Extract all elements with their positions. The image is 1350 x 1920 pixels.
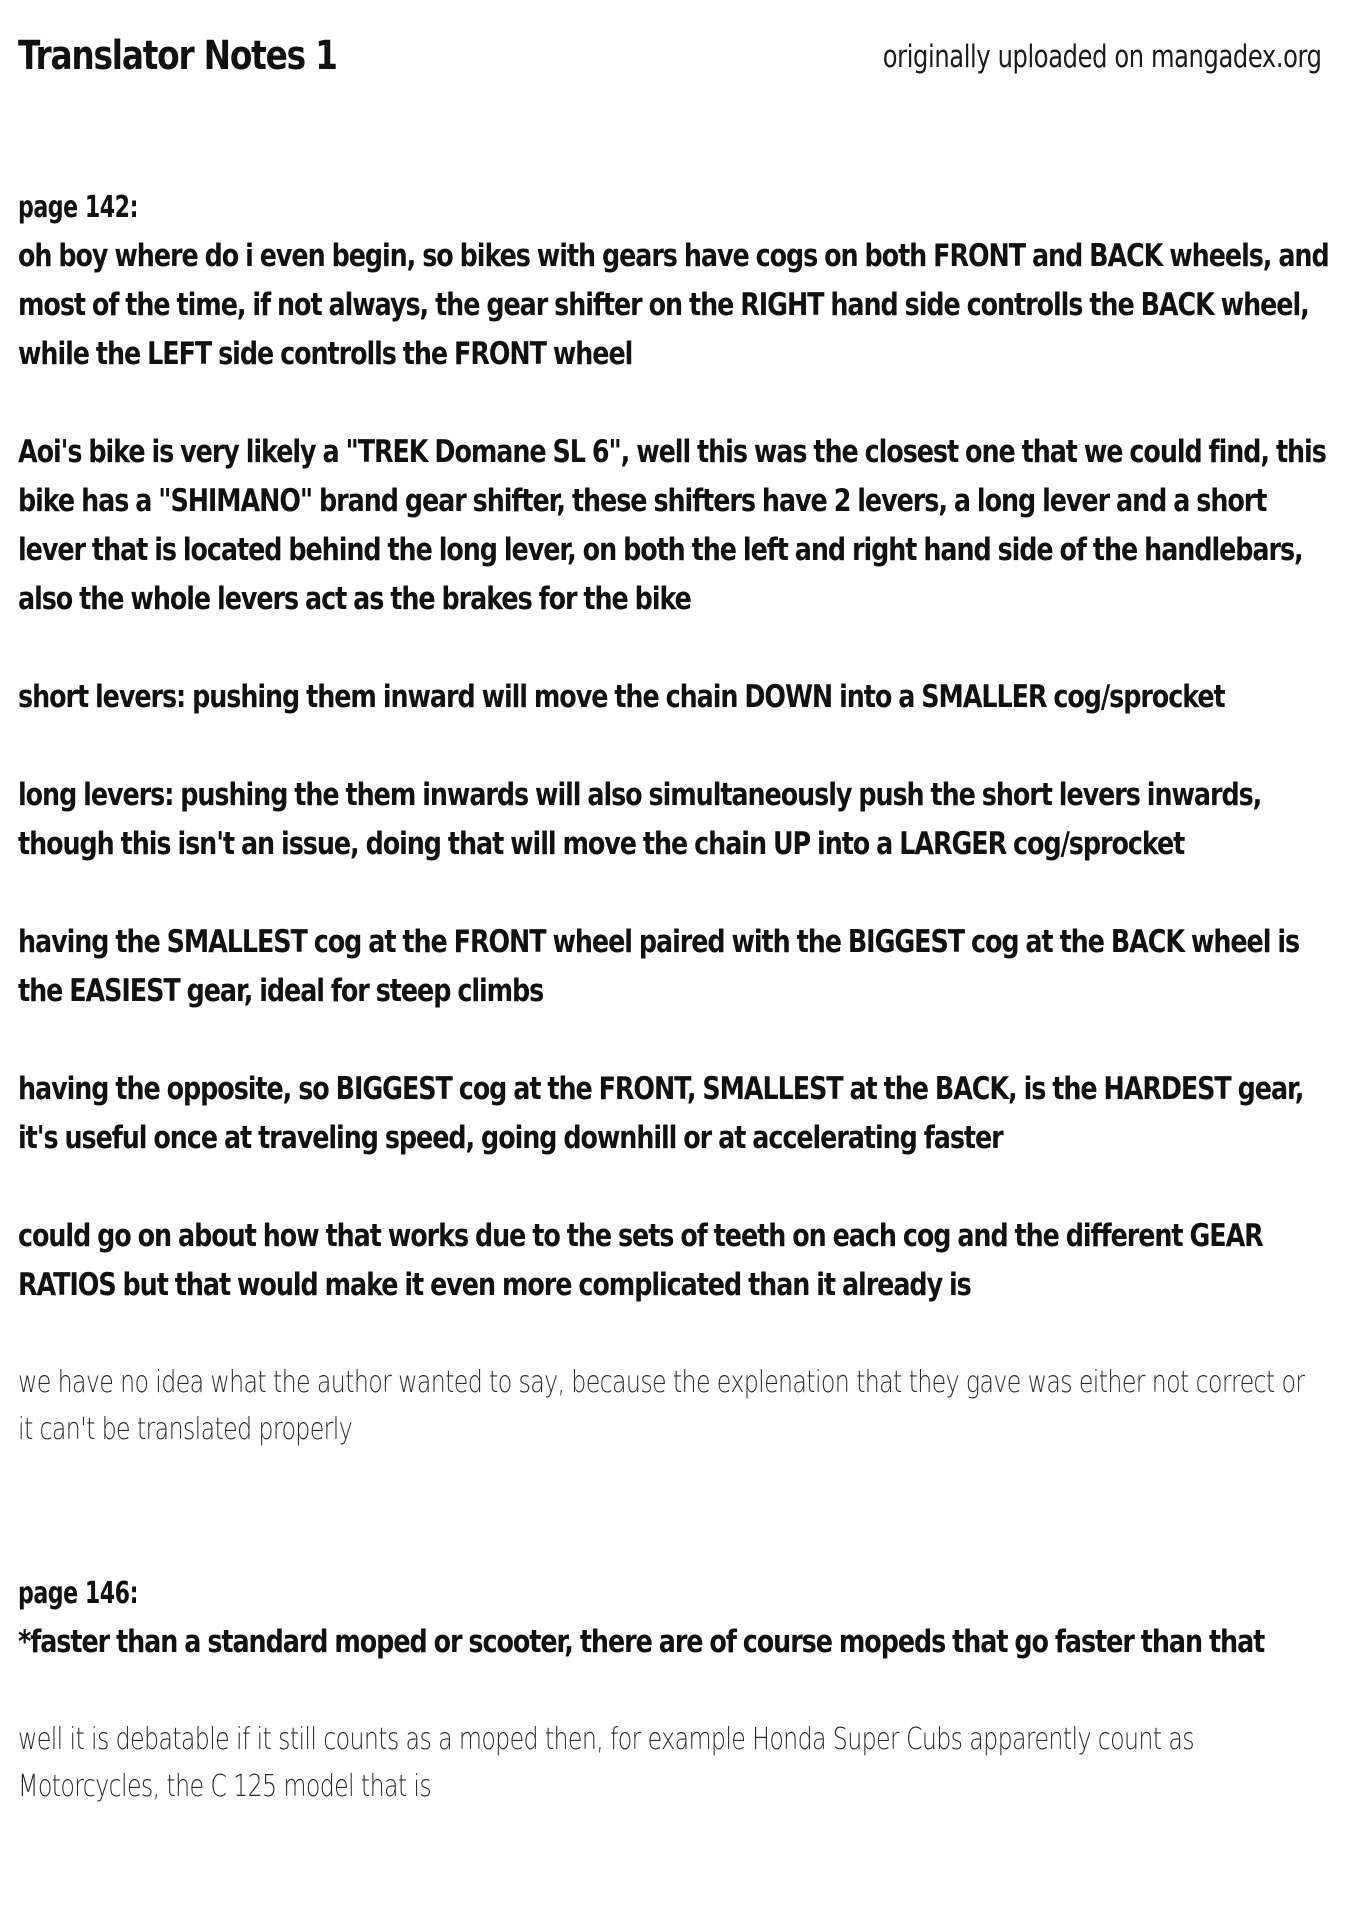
section-page-146 bbox=[18, 1569, 1326, 1810]
translator-comment: we have no idea what the author wanted to say, because the explenation that they gave was either not correct or it can't be translated properly bbox=[18, 1365, 1305, 1447]
source-note: originally uploaded on mangadex.org bbox=[883, 39, 1322, 75]
note-paragraph: short levers: pushing them inward will move the chain DOWN into a SMALLER cog/sprocket bbox=[18, 679, 1225, 715]
note-paragraph: oh boy where do i even begin, so bikes with gears have cogs on both FRONT and BACK wheels, and most of the time, if not always, the gear shifter on the RIGHT hand side controlls the BACK wheel, while the LEFT side controlls the FRONT wheel bbox=[18, 238, 1329, 372]
note-paragraph: having the SMALLEST cog at the FRONT wheel paired with the BIGGEST cog at the BACK wheel is the EASIEST gear, ideal for steep climbs bbox=[18, 924, 1300, 1009]
note-paragraph: long levers: pushing the them inwards will also simultaneously push the short levers inwards, though this isn't an issue, doing that will move the chain UP into a LARGER cog/sprocket bbox=[18, 777, 1262, 862]
section-page-142 bbox=[18, 183, 1329, 1453]
translator-comment: well it is debatable if it still counts as a moped then, for example Honda Super Cubs apparently count as Motorcycles, the C 125 model that is bbox=[18, 1722, 1194, 1804]
note-paragraph: Aoi's bike is very likely a "TREK Domane SL 6", well this was the closest one that we could find, this bike has a "SHIMANO" brand gear shifter, these shifters have 2 levers, a long lever and a short lever that is located behind the long lever, on both the left and right hand side of the handlebars, also the whole levers act as the brakes for the bike bbox=[18, 434, 1326, 617]
page-header bbox=[18, 28, 1322, 88]
notes-content bbox=[18, 183, 1329, 1810]
section-label: page 146: bbox=[18, 1576, 138, 1611]
note-paragraph: could go on about how that works due to the sets of teeth on each cog and the different GEAR RATIOS but that would make it even more complicated than it already is bbox=[18, 1218, 1263, 1303]
page-title: Translator Notes 1 bbox=[18, 33, 337, 79]
section-label: page 142: bbox=[18, 190, 138, 225]
note-paragraph: having the opposite, so BIGGEST cog at the FRONT, SMALLEST at the BACK, is the HARDEST gear, it's useful once at traveling speed, going downhill or at accelerating faster bbox=[18, 1071, 1304, 1156]
note-paragraph: *faster than a standard moped or scooter, there are of course mopeds that go faster than that bbox=[18, 1624, 1265, 1660]
